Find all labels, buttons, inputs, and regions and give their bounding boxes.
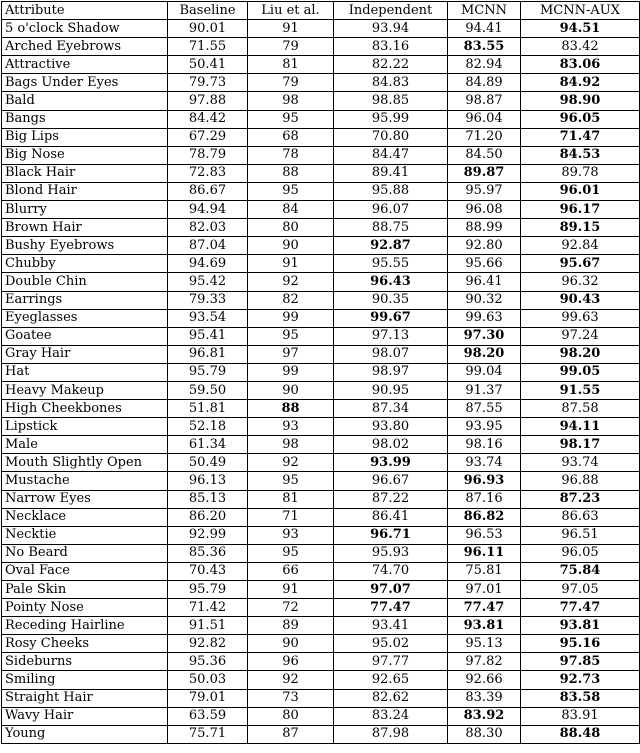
value-cell: 83.55 xyxy=(448,38,521,56)
value-cell: 94.94 xyxy=(168,201,248,219)
attribute-cell: Bangs xyxy=(2,110,168,128)
value-cell: 93.74 xyxy=(521,454,640,472)
value-cell: 96.07 xyxy=(334,201,448,219)
value-cell: 95.99 xyxy=(334,110,448,128)
attribute-cell: Necklace xyxy=(2,508,168,526)
value-cell: 91.55 xyxy=(521,381,640,399)
table-row xyxy=(2,526,640,544)
value-cell: 98 xyxy=(248,92,334,110)
value-cell: 51.81 xyxy=(168,400,248,418)
value-cell: 84.92 xyxy=(521,74,640,92)
value-cell: 90.95 xyxy=(334,381,448,399)
value-cell: 97.24 xyxy=(521,327,640,345)
value-cell: 88 xyxy=(248,164,334,182)
attribute-cell: Pale Skin xyxy=(2,581,168,599)
column-header: Attribute xyxy=(2,2,168,20)
value-cell: 88.48 xyxy=(521,725,640,743)
value-cell: 90.43 xyxy=(521,291,640,309)
table-row xyxy=(2,381,640,399)
value-cell: 98 xyxy=(248,436,334,454)
value-cell: 97 xyxy=(248,345,334,363)
value-cell: 95 xyxy=(248,182,334,200)
value-cell: 95.42 xyxy=(168,273,248,291)
value-cell: 98.90 xyxy=(521,92,640,110)
value-cell: 99.63 xyxy=(521,309,640,327)
value-cell: 87.04 xyxy=(168,237,248,255)
value-cell: 96.67 xyxy=(334,472,448,490)
value-cell: 82.62 xyxy=(334,689,448,707)
value-cell: 80 xyxy=(248,707,334,725)
value-cell: 96.71 xyxy=(334,526,448,544)
table-row xyxy=(2,544,640,562)
table-row xyxy=(2,164,640,182)
attribute-cell: Bags Under Eyes xyxy=(2,74,168,92)
value-cell: 94.51 xyxy=(521,20,640,38)
attribute-cell: Receding Hairline xyxy=(2,617,168,635)
table-row xyxy=(2,92,640,110)
value-cell: 97.30 xyxy=(448,327,521,345)
value-cell: 87.22 xyxy=(334,490,448,508)
table-row xyxy=(2,309,640,327)
value-cell: 74.70 xyxy=(334,562,448,580)
attribute-cell: Chubby xyxy=(2,255,168,273)
value-cell: 73 xyxy=(248,689,334,707)
attribute-cell: 5 o'clock Shadow xyxy=(2,20,168,38)
table-row xyxy=(2,581,640,599)
value-cell: 78 xyxy=(248,146,334,164)
value-cell: 95 xyxy=(248,472,334,490)
value-cell: 95.79 xyxy=(168,363,248,381)
attribute-cell: Pointy Nose xyxy=(2,599,168,617)
value-cell: 82.22 xyxy=(334,56,448,74)
value-cell: 93.80 xyxy=(334,418,448,436)
value-cell: 96.32 xyxy=(521,273,640,291)
value-cell: 97.82 xyxy=(448,653,521,671)
column-header: MCNN xyxy=(448,2,521,20)
value-cell: 96.04 xyxy=(448,110,521,128)
value-cell: 92.82 xyxy=(168,635,248,653)
value-cell: 90 xyxy=(248,381,334,399)
value-cell: 87.23 xyxy=(521,490,640,508)
value-cell: 93.81 xyxy=(448,617,521,635)
value-cell: 93.81 xyxy=(521,617,640,635)
value-cell: 86.41 xyxy=(334,508,448,526)
value-cell: 86.20 xyxy=(168,508,248,526)
value-cell: 92.99 xyxy=(168,526,248,544)
value-cell: 98.20 xyxy=(521,345,640,363)
table-row xyxy=(2,617,640,635)
table-row xyxy=(2,327,640,345)
value-cell: 72 xyxy=(248,599,334,617)
value-cell: 89 xyxy=(248,617,334,635)
value-cell: 93.74 xyxy=(448,454,521,472)
value-cell: 61.34 xyxy=(168,436,248,454)
table-row xyxy=(2,562,640,580)
table-row xyxy=(2,291,640,309)
table-row xyxy=(2,74,640,92)
value-cell: 70.80 xyxy=(334,128,448,146)
value-cell: 89.15 xyxy=(521,219,640,237)
value-cell: 70.43 xyxy=(168,562,248,580)
attribute-cell: Blurry xyxy=(2,201,168,219)
value-cell: 96.43 xyxy=(334,273,448,291)
value-cell: 77.47 xyxy=(448,599,521,617)
value-cell: 97.01 xyxy=(448,581,521,599)
value-cell: 91 xyxy=(248,255,334,273)
value-cell: 98.20 xyxy=(448,345,521,363)
value-cell: 95.55 xyxy=(334,255,448,273)
attribute-cell: Double Chin xyxy=(2,273,168,291)
table-row xyxy=(2,255,640,273)
column-header: Independent xyxy=(334,2,448,20)
value-cell: 84.50 xyxy=(448,146,521,164)
value-cell: 75.84 xyxy=(521,562,640,580)
value-cell: 92 xyxy=(248,671,334,689)
table-row xyxy=(2,363,640,381)
value-cell: 95.97 xyxy=(448,182,521,200)
value-cell: 95.88 xyxy=(334,182,448,200)
value-cell: 91.37 xyxy=(448,381,521,399)
attribute-cell: Big Lips xyxy=(2,128,168,146)
value-cell: 94.41 xyxy=(448,20,521,38)
table-body xyxy=(2,20,640,744)
table-row xyxy=(2,418,640,436)
value-cell: 77.47 xyxy=(521,599,640,617)
attribute-cell: Straight Hair xyxy=(2,689,168,707)
value-cell: 88 xyxy=(248,400,334,418)
value-cell: 83.92 xyxy=(448,707,521,725)
value-cell: 50.49 xyxy=(168,454,248,472)
value-cell: 89.87 xyxy=(448,164,521,182)
value-cell: 71.47 xyxy=(521,128,640,146)
value-cell: 92.80 xyxy=(448,237,521,255)
value-cell: 95 xyxy=(248,110,334,128)
value-cell: 72.83 xyxy=(168,164,248,182)
value-cell: 84.42 xyxy=(168,110,248,128)
value-cell: 82 xyxy=(248,291,334,309)
value-cell: 86.63 xyxy=(521,508,640,526)
value-cell: 84 xyxy=(248,201,334,219)
value-cell: 71.42 xyxy=(168,599,248,617)
value-cell: 83.58 xyxy=(521,689,640,707)
value-cell: 91 xyxy=(248,581,334,599)
value-cell: 96.41 xyxy=(448,273,521,291)
value-cell: 83.39 xyxy=(448,689,521,707)
value-cell: 99 xyxy=(248,363,334,381)
value-cell: 99.63 xyxy=(448,309,521,327)
value-cell: 98.97 xyxy=(334,363,448,381)
value-cell: 96.53 xyxy=(448,526,521,544)
table-row xyxy=(2,454,640,472)
value-cell: 68 xyxy=(248,128,334,146)
value-cell: 96.01 xyxy=(521,182,640,200)
attribute-cell: Lipstick xyxy=(2,418,168,436)
attribute-cell: Hat xyxy=(2,363,168,381)
value-cell: 92.66 xyxy=(448,671,521,689)
value-cell: 95.66 xyxy=(448,255,521,273)
attribute-cell: Young xyxy=(2,725,168,743)
value-cell: 79.73 xyxy=(168,74,248,92)
table-row xyxy=(2,273,640,291)
value-cell: 97.05 xyxy=(521,581,640,599)
value-cell: 92.65 xyxy=(334,671,448,689)
results-table xyxy=(1,1,640,744)
value-cell: 95.41 xyxy=(168,327,248,345)
table-row xyxy=(2,182,640,200)
value-cell: 71 xyxy=(248,508,334,526)
table-row xyxy=(2,689,640,707)
value-cell: 97.77 xyxy=(334,653,448,671)
value-cell: 93.99 xyxy=(334,454,448,472)
value-cell: 91 xyxy=(248,20,334,38)
value-cell: 99.67 xyxy=(334,309,448,327)
table-row xyxy=(2,490,640,508)
value-cell: 98.17 xyxy=(521,436,640,454)
value-cell: 87.58 xyxy=(521,400,640,418)
attribute-cell: Arched Eyebrows xyxy=(2,38,168,56)
table-row xyxy=(2,56,640,74)
table-row xyxy=(2,599,640,617)
table-row xyxy=(2,20,640,38)
value-cell: 87.98 xyxy=(334,725,448,743)
value-cell: 82.03 xyxy=(168,219,248,237)
attribute-cell: Smiling xyxy=(2,671,168,689)
value-cell: 98.87 xyxy=(448,92,521,110)
value-cell: 90.35 xyxy=(334,291,448,309)
header-row xyxy=(2,2,640,20)
value-cell: 93 xyxy=(248,526,334,544)
value-cell: 97.85 xyxy=(521,653,640,671)
table-row xyxy=(2,110,640,128)
value-cell: 95.16 xyxy=(521,635,640,653)
value-cell: 90.01 xyxy=(168,20,248,38)
value-cell: 96.13 xyxy=(168,472,248,490)
attribute-cell: Sideburns xyxy=(2,653,168,671)
value-cell: 83.91 xyxy=(521,707,640,725)
attribute-cell: Oval Face xyxy=(2,562,168,580)
value-cell: 79.01 xyxy=(168,689,248,707)
value-cell: 90 xyxy=(248,237,334,255)
value-cell: 67.29 xyxy=(168,128,248,146)
table-row xyxy=(2,635,640,653)
value-cell: 75.71 xyxy=(168,725,248,743)
attribute-cell: Male xyxy=(2,436,168,454)
value-cell: 95.36 xyxy=(168,653,248,671)
column-header: Liu et al. xyxy=(248,2,334,20)
attribute-cell: Brown Hair xyxy=(2,219,168,237)
value-cell: 87.34 xyxy=(334,400,448,418)
column-header: MCNN-AUX xyxy=(521,2,640,20)
value-cell: 77.47 xyxy=(334,599,448,617)
table-row xyxy=(2,671,640,689)
value-cell: 84.53 xyxy=(521,146,640,164)
value-cell: 96.51 xyxy=(521,526,640,544)
value-cell: 89.41 xyxy=(334,164,448,182)
attribute-cell: Earrings xyxy=(2,291,168,309)
attribute-cell: Attractive xyxy=(2,56,168,74)
value-cell: 84.47 xyxy=(334,146,448,164)
column-header: Baseline xyxy=(168,2,248,20)
table-row xyxy=(2,400,640,418)
value-cell: 63.59 xyxy=(168,707,248,725)
value-cell: 86.82 xyxy=(448,508,521,526)
attribute-cell: Bald xyxy=(2,92,168,110)
value-cell: 92.87 xyxy=(334,237,448,255)
value-cell: 86.67 xyxy=(168,182,248,200)
value-cell: 98.16 xyxy=(448,436,521,454)
value-cell: 79 xyxy=(248,74,334,92)
value-cell: 93.95 xyxy=(448,418,521,436)
value-cell: 97.13 xyxy=(334,327,448,345)
value-cell: 81 xyxy=(248,56,334,74)
value-cell: 96.88 xyxy=(521,472,640,490)
attribute-cell: Necktie xyxy=(2,526,168,544)
attribute-cell: Wavy Hair xyxy=(2,707,168,725)
value-cell: 87.55 xyxy=(448,400,521,418)
value-cell: 93.94 xyxy=(334,20,448,38)
value-cell: 88.99 xyxy=(448,219,521,237)
value-cell: 98.85 xyxy=(334,92,448,110)
value-cell: 94.69 xyxy=(168,255,248,273)
value-cell: 81 xyxy=(248,490,334,508)
value-cell: 93.54 xyxy=(168,309,248,327)
table-row xyxy=(2,508,640,526)
value-cell: 92.84 xyxy=(521,237,640,255)
value-cell: 92 xyxy=(248,273,334,291)
table-row xyxy=(2,201,640,219)
attribute-cell: Bushy Eyebrows xyxy=(2,237,168,255)
value-cell: 96 xyxy=(248,653,334,671)
value-cell: 59.50 xyxy=(168,381,248,399)
value-cell: 90 xyxy=(248,635,334,653)
value-cell: 79 xyxy=(248,38,334,56)
value-cell: 93 xyxy=(248,418,334,436)
table-row xyxy=(2,38,640,56)
value-cell: 50.41 xyxy=(168,56,248,74)
value-cell: 88.30 xyxy=(448,725,521,743)
value-cell: 90.32 xyxy=(448,291,521,309)
value-cell: 75.81 xyxy=(448,562,521,580)
table-row xyxy=(2,707,640,725)
value-cell: 97.88 xyxy=(168,92,248,110)
value-cell: 95.93 xyxy=(334,544,448,562)
value-cell: 88.75 xyxy=(334,219,448,237)
attribute-cell: Mustache xyxy=(2,472,168,490)
value-cell: 97.07 xyxy=(334,581,448,599)
value-cell: 96.05 xyxy=(521,110,640,128)
value-cell: 85.36 xyxy=(168,544,248,562)
value-cell: 95.79 xyxy=(168,581,248,599)
value-cell: 96.81 xyxy=(168,345,248,363)
table-row xyxy=(2,237,640,255)
value-cell: 99 xyxy=(248,309,334,327)
value-cell: 92 xyxy=(248,454,334,472)
value-cell: 83.42 xyxy=(521,38,640,56)
table-row xyxy=(2,725,640,743)
value-cell: 83.16 xyxy=(334,38,448,56)
value-cell: 99.04 xyxy=(448,363,521,381)
value-cell: 89.78 xyxy=(521,164,640,182)
value-cell: 78.79 xyxy=(168,146,248,164)
value-cell: 91.51 xyxy=(168,617,248,635)
table-row xyxy=(2,472,640,490)
value-cell: 94.11 xyxy=(521,418,640,436)
value-cell: 84.89 xyxy=(448,74,521,92)
value-cell: 87 xyxy=(248,725,334,743)
value-cell: 92.73 xyxy=(521,671,640,689)
value-cell: 87.16 xyxy=(448,490,521,508)
attribute-cell: Mouth Slightly Open xyxy=(2,454,168,472)
value-cell: 71.55 xyxy=(168,38,248,56)
value-cell: 83.06 xyxy=(521,56,640,74)
value-cell: 95.02 xyxy=(334,635,448,653)
value-cell: 98.07 xyxy=(334,345,448,363)
value-cell: 82.94 xyxy=(448,56,521,74)
table-row xyxy=(2,146,640,164)
value-cell: 66 xyxy=(248,562,334,580)
value-cell: 85.13 xyxy=(168,490,248,508)
value-cell: 98.02 xyxy=(334,436,448,454)
table-row xyxy=(2,128,640,146)
value-cell: 95.13 xyxy=(448,635,521,653)
attribute-cell: Eyeglasses xyxy=(2,309,168,327)
value-cell: 95 xyxy=(248,544,334,562)
attribute-cell: Narrow Eyes xyxy=(2,490,168,508)
value-cell: 96.17 xyxy=(521,201,640,219)
value-cell: 95.67 xyxy=(521,255,640,273)
attribute-cell: Goatee xyxy=(2,327,168,345)
table-row xyxy=(2,219,640,237)
value-cell: 93.41 xyxy=(334,617,448,635)
table-row xyxy=(2,345,640,363)
value-cell: 52.18 xyxy=(168,418,248,436)
attribute-cell: No Beard xyxy=(2,544,168,562)
value-cell: 96.11 xyxy=(448,544,521,562)
value-cell: 96.08 xyxy=(448,201,521,219)
value-cell: 71.20 xyxy=(448,128,521,146)
value-cell: 96.05 xyxy=(521,544,640,562)
table-row xyxy=(2,653,640,671)
value-cell: 84.83 xyxy=(334,74,448,92)
value-cell: 79.33 xyxy=(168,291,248,309)
attribute-cell: High Cheekbones xyxy=(2,400,168,418)
attribute-cell: Blond Hair xyxy=(2,182,168,200)
value-cell: 96.93 xyxy=(448,472,521,490)
table-row xyxy=(2,436,640,454)
value-cell: 83.24 xyxy=(334,707,448,725)
attribute-cell: Heavy Makeup xyxy=(2,381,168,399)
attribute-cell: Black Hair xyxy=(2,164,168,182)
attribute-cell: Big Nose xyxy=(2,146,168,164)
attribute-cell: Gray Hair xyxy=(2,345,168,363)
value-cell: 50.03 xyxy=(168,671,248,689)
attribute-cell: Rosy Cheeks xyxy=(2,635,168,653)
value-cell: 99.05 xyxy=(521,363,640,381)
value-cell: 80 xyxy=(248,219,334,237)
value-cell: 95 xyxy=(248,327,334,345)
